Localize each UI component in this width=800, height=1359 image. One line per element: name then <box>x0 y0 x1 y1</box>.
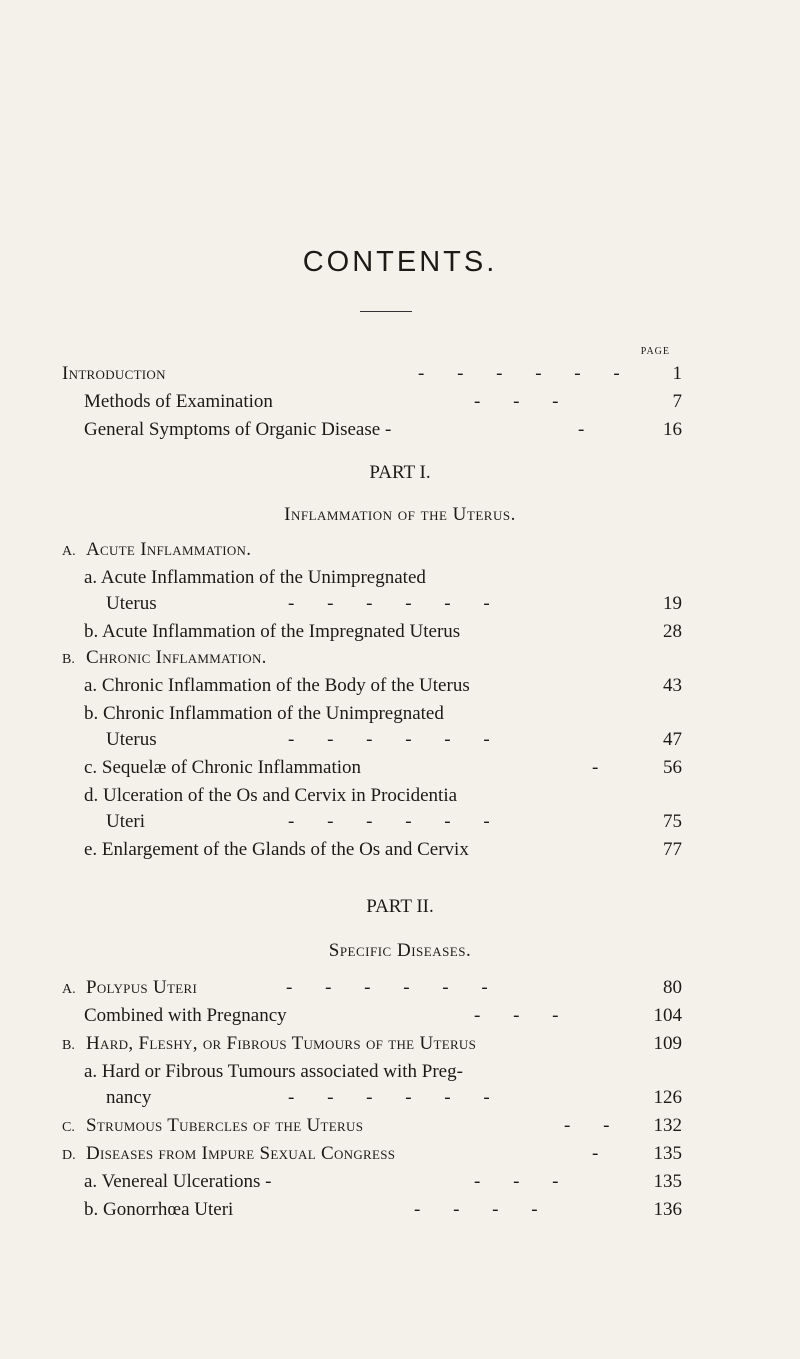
toc-page-number: 56 <box>663 757 682 778</box>
section-marker: B. <box>62 1038 75 1053</box>
toc-entry-text: Uteri <box>106 811 146 832</box>
part-2-subheading: Specific Diseases. <box>328 940 472 961</box>
toc-page-number: 7 <box>672 391 682 412</box>
toc-entry-sequelae <box>84 756 682 780</box>
toc-entry-text: Hard, Fleshy, or Fibrous Tumours of the Uterus <box>86 1033 477 1054</box>
toc-entry-acute-unimpregnated <box>84 566 682 590</box>
toc-entry-fibrous-tumours <box>62 1032 682 1056</box>
toc-entry-general-symptoms <box>84 418 682 442</box>
toc-leader: - - - - - - <box>288 811 504 832</box>
toc-page-number: 132 <box>653 1115 682 1136</box>
toc-entry-tumours-pregnancy <box>84 1060 682 1084</box>
section-marker: D. <box>62 1148 76 1163</box>
toc-page-number: 126 <box>653 1087 682 1108</box>
toc-leader: - - - - - - <box>286 977 502 998</box>
toc-entry-gonorrhoea <box>84 1198 682 1222</box>
toc-entry-text: a. Acute Inflammation of the Unimpregnated <box>84 567 426 588</box>
toc-entry-methods <box>84 390 682 414</box>
toc-page-number: 75 <box>663 811 682 832</box>
toc-page-number: 19 <box>663 593 682 614</box>
section-title: Acute Inflammation. <box>86 539 252 560</box>
toc-entry-text: Uterus <box>106 729 157 750</box>
toc-entry-text: Combined with Pregnancy <box>84 1005 287 1026</box>
section-marker: A. <box>62 544 76 559</box>
section-title: Chronic Inflammation. <box>86 647 267 668</box>
toc-entry-text: Methods of Examination <box>84 391 273 412</box>
section-marker: A. <box>62 982 76 997</box>
toc-leader: - <box>578 419 599 440</box>
toc-entry-chronic-unimpregnated-cont <box>106 728 682 752</box>
toc-entry-text: e. Enlargement of the Glands of the Os and Cervix <box>84 839 469 860</box>
toc-leader: - - - - - - <box>288 729 504 750</box>
toc-entry-enlargement <box>84 838 682 862</box>
toc-leader: - <box>592 1143 613 1164</box>
section-b-chronic <box>62 646 682 670</box>
toc-entry-ulceration <box>84 784 682 808</box>
toc-entry-venereal <box>84 1170 682 1194</box>
toc-leader: - - - - - - <box>288 593 504 614</box>
part-1-heading: PART I. <box>369 462 431 483</box>
section-marker: C. <box>62 1120 75 1135</box>
toc-entry-combined-pregnancy <box>84 1004 682 1028</box>
toc-page-number: 104 <box>653 1005 682 1026</box>
toc-page-number: 77 <box>663 839 682 860</box>
page-title: CONTENTS. <box>302 246 498 278</box>
toc-entry-text: General Symptoms of Organic Disease - <box>84 419 392 440</box>
toc-page-number: 1 <box>672 363 682 384</box>
toc-entry-text: Uterus <box>106 593 157 614</box>
toc-page-number: 16 <box>663 419 682 440</box>
toc-entry-text: a. Venereal Ulcerations - <box>84 1171 272 1192</box>
toc-leader: - - - - - - <box>288 1087 504 1108</box>
toc-page-number: 47 <box>663 729 682 750</box>
toc-leader: - - - - <box>414 1199 552 1220</box>
toc-entry-text: Polypus Uteri <box>86 977 198 998</box>
toc-entry-impure-congress <box>62 1142 682 1166</box>
toc-entry-introduction <box>62 362 682 386</box>
toc-entry-chronic-body <box>84 674 682 698</box>
title-rule <box>360 311 412 312</box>
section-marker: B. <box>62 652 75 667</box>
toc-entry-text: b. Acute Inflammation of the Impregnated Uterus <box>84 621 461 642</box>
toc-entry-text: a. Hard or Fibrous Tumours associated with Preg- <box>84 1061 463 1082</box>
toc-entry-text: b. Gonorrhœa Uteri <box>84 1199 234 1220</box>
toc-page-number: 135 <box>653 1171 682 1192</box>
toc-entry-acute-unimpregnated-cont <box>106 592 682 616</box>
toc-page-number: 109 <box>653 1033 682 1054</box>
toc-page-number: 135 <box>653 1143 682 1164</box>
toc-entry-polypus <box>62 976 682 1000</box>
toc-leader: - - <box>564 1115 624 1136</box>
toc-entry-text: Introduction <box>62 363 166 384</box>
toc-entry-text: Strumous Tubercles of the Uterus <box>86 1115 364 1136</box>
toc-leader: - - - <box>474 391 573 412</box>
toc-entry-chronic-unimpregnated <box>84 702 682 726</box>
part-2-heading: PART II. <box>366 896 434 917</box>
toc-entry-text: nancy <box>106 1087 152 1108</box>
toc-entry-text: d. Ulceration of the Os and Cervix in Procidentia <box>84 785 458 806</box>
toc-entry-text: b. Chronic Inflammation of the Unimpregnated <box>84 703 444 724</box>
toc-leader: - <box>592 757 613 778</box>
toc-leader: - - - <box>474 1171 573 1192</box>
toc-page-number: 136 <box>653 1199 682 1220</box>
toc-leader: - - - <box>474 1005 573 1026</box>
toc-entry-ulceration-cont <box>106 810 682 834</box>
toc-entry-text: a. Chronic Inflammation of the Body of the Uterus <box>84 675 470 696</box>
toc-entry-tumours-pregnancy-cont <box>106 1086 682 1110</box>
toc-page-number: 28 <box>663 621 682 642</box>
toc-entry-text: Diseases from Impure Sexual Congress <box>86 1143 396 1164</box>
toc-page-number: 80 <box>663 977 682 998</box>
toc-leader: - - - - - - <box>418 363 634 384</box>
section-a-acute <box>62 538 682 562</box>
toc-page-number: 43 <box>663 675 682 696</box>
toc-entry-acute-impregnated <box>84 620 682 644</box>
page-column-label: PAGE <box>640 346 670 357</box>
toc-entry-strumous <box>62 1114 682 1138</box>
toc-entry-text: c. Sequelæ of Chronic Inflammation <box>84 757 362 778</box>
part-1-subheading: Inflammation of the Uterus. <box>284 504 516 525</box>
